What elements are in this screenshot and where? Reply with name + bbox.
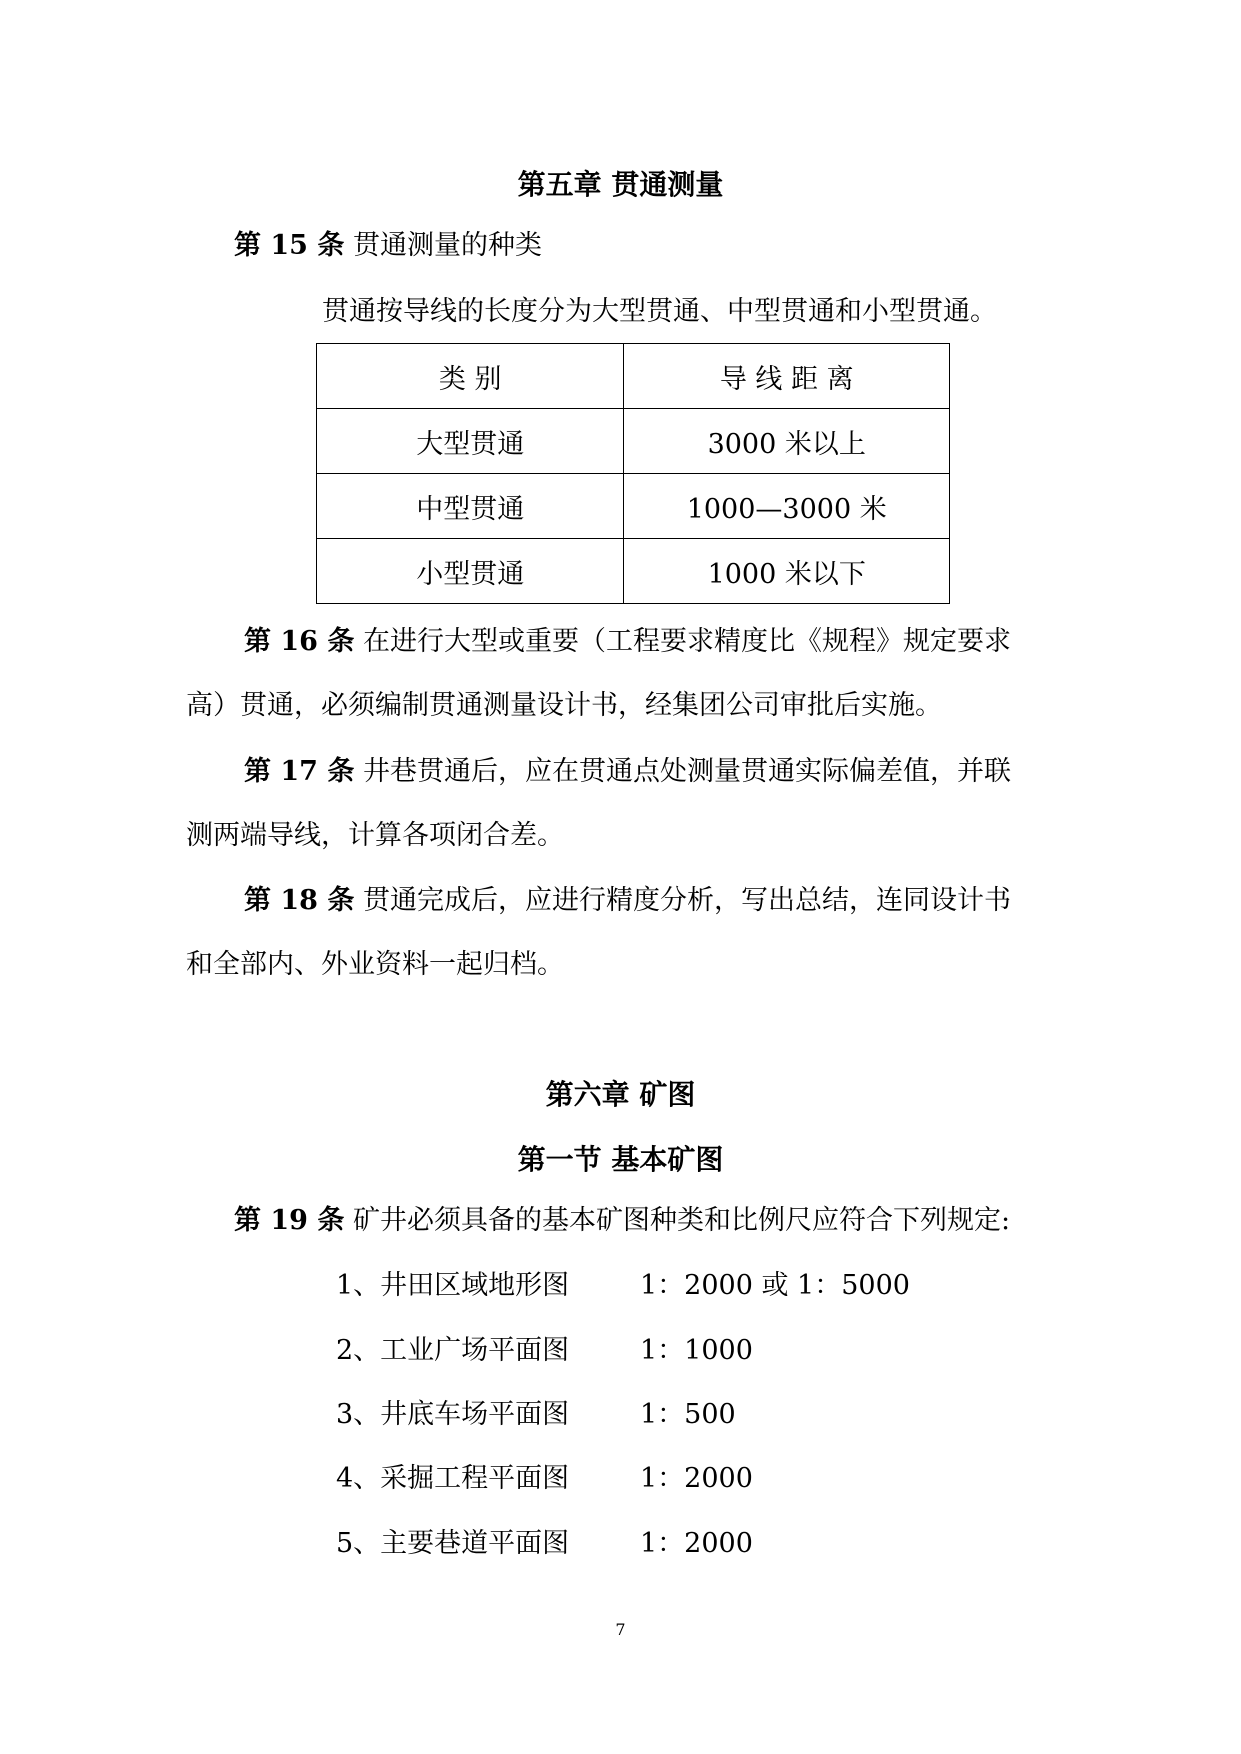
- table-row: [317, 539, 950, 604]
- chapter-5-title: 第五章 贯通测量: [517, 168, 724, 201]
- article-15-heading: 贯通测量的种类: [352, 230, 542, 261]
- list-item: [336, 1459, 1036, 1499]
- map-scale: 1：1000: [640, 1335, 753, 1366]
- article-17-label: 第 17 条: [244, 756, 355, 787]
- map-type-name: 2、工业广场平面图: [336, 1335, 570, 1366]
- table-cell-category: 中型贯通: [317, 474, 624, 539]
- article-19: [234, 1201, 1010, 1241]
- table-cell-distance: 1000 米以下: [624, 539, 950, 604]
- table-header-row: [317, 344, 950, 409]
- table-header-distance: 导 线 距 离: [624, 344, 950, 409]
- article-16-line-1: [244, 622, 1011, 662]
- map-type-name: 1、井田区域地形图: [336, 1270, 570, 1301]
- article-19-text: 矿井必须具备的基本矿图种类和比例尺应符合下列规定:: [352, 1205, 1011, 1236]
- map-scale: 1：2000: [640, 1463, 753, 1494]
- table-cell-distance: 3000 米以上: [624, 409, 950, 474]
- article-15-label: 第 15 条: [234, 230, 345, 261]
- section-1-title: 第一节 基本矿图: [517, 1143, 724, 1176]
- map-scale: 1：500: [640, 1399, 736, 1430]
- map-type-name: 5、主要巷道平面图: [336, 1528, 570, 1559]
- table-row: [317, 409, 950, 474]
- map-scale: 1：2000 或 1：5000: [640, 1270, 910, 1301]
- table-cell-category: 大型贯通: [317, 409, 624, 474]
- article-18-line-2: 和全部内、外业资料一起归档。: [186, 949, 564, 980]
- article-18-text-1: 贯通完成后，应进行精度分析，写出总结，连同设计书: [362, 885, 1011, 916]
- list-item: [336, 1266, 1036, 1306]
- map-type-name: 3、井底车场平面图: [336, 1399, 570, 1430]
- list-item: [336, 1524, 1036, 1564]
- article-19-label: 第 19 条: [234, 1205, 345, 1236]
- list-item: [336, 1395, 1036, 1435]
- table-header-category: 类 别: [317, 344, 624, 409]
- table-cell-distance: 1000—3000 米: [624, 474, 950, 539]
- article-17-line-2: 测两端导线，计算各项闭合差。: [186, 820, 564, 851]
- article-17-text-1: 井巷贯通后，应在贯通点处测量贯通实际偏差值，并联: [362, 756, 1011, 787]
- article-16-label: 第 16 条: [244, 626, 355, 657]
- page-number: 7: [615, 1620, 626, 1639]
- article-16-text-1: 在进行大型或重要（工程要求精度比《规程》规定要求: [362, 626, 1011, 657]
- map-scale: 1：2000: [640, 1528, 753, 1559]
- article-16-line-2: 高）贯通，必须编制贯通测量设计书，经集团公司审批后实施。: [186, 690, 942, 721]
- traverse-distance-table: [316, 343, 950, 604]
- table-row: [317, 474, 950, 539]
- chapter-6-title: 第六章 矿图: [545, 1078, 696, 1111]
- table-cell-category: 小型贯通: [317, 539, 624, 604]
- article-18-label: 第 18 条: [244, 885, 355, 916]
- article-17-line-1: [244, 752, 1011, 792]
- map-type-name: 4、采掘工程平面图: [336, 1463, 570, 1494]
- list-item: [336, 1331, 1036, 1371]
- article-18-line-1: [244, 881, 1011, 921]
- article-15-intro: 贯通按导线的长度分为大型贯通、中型贯通和小型贯通。: [322, 296, 997, 327]
- article-15: [234, 226, 542, 266]
